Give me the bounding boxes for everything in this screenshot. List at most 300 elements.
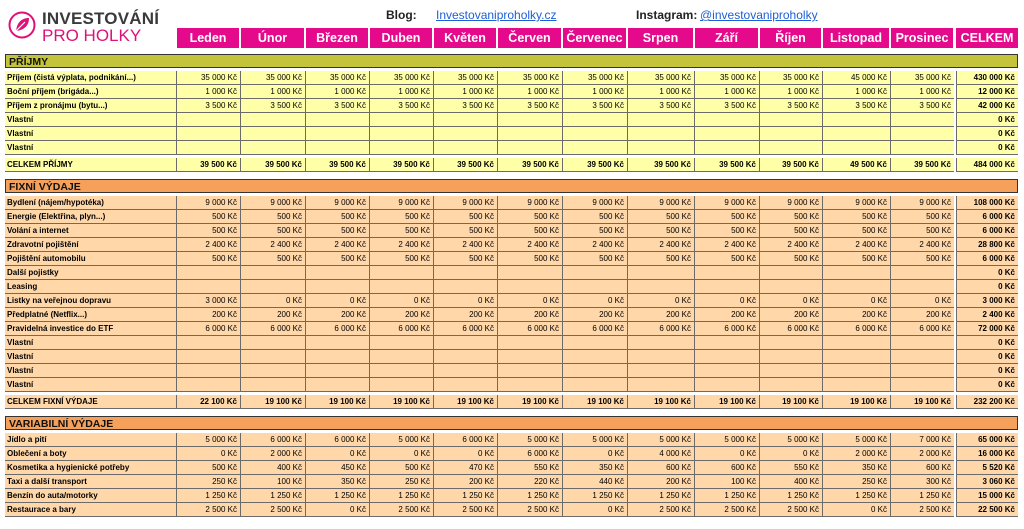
value-cell[interactable]: 6 000 Kč [433, 322, 497, 336]
value-cell[interactable]: 200 Kč [627, 308, 694, 322]
value-cell[interactable]: 500 Kč [176, 252, 240, 266]
value-cell[interactable]: 0 Kč [562, 503, 627, 517]
value-cell[interactable]: 500 Kč [759, 210, 822, 224]
value-cell[interactable] [694, 113, 759, 127]
value-cell[interactable]: 2 400 Kč [433, 238, 497, 252]
value-cell[interactable]: 500 Kč [176, 224, 240, 238]
value-cell[interactable]: 3 000 Kč [176, 294, 240, 308]
value-cell[interactable]: 2 400 Kč [305, 238, 369, 252]
value-cell[interactable] [305, 141, 369, 155]
value-cell[interactable] [497, 113, 562, 127]
value-cell[interactable] [890, 266, 954, 280]
value-cell[interactable]: 6 000 Kč [759, 322, 822, 336]
value-cell[interactable] [240, 266, 305, 280]
value-cell[interactable] [433, 141, 497, 155]
value-cell[interactable] [369, 266, 433, 280]
value-cell[interactable] [305, 280, 369, 294]
value-cell[interactable]: 200 Kč [176, 308, 240, 322]
value-cell[interactable]: 600 Kč [694, 461, 759, 475]
value-cell[interactable] [822, 127, 890, 141]
value-cell[interactable]: 5 000 Kč [759, 433, 822, 447]
value-cell[interactable]: 1 000 Kč [694, 85, 759, 99]
value-cell[interactable]: 2 400 Kč [497, 238, 562, 252]
value-cell[interactable]: 500 Kč [497, 224, 562, 238]
value-cell[interactable]: 200 Kč [433, 475, 497, 489]
value-cell[interactable] [627, 378, 694, 392]
value-cell[interactable]: 500 Kč [890, 252, 954, 266]
value-cell[interactable]: 0 Kč [562, 447, 627, 461]
value-cell[interactable]: 200 Kč [240, 308, 305, 322]
value-cell[interactable] [890, 113, 954, 127]
value-cell[interactable]: 500 Kč [433, 252, 497, 266]
value-cell[interactable]: 500 Kč [240, 210, 305, 224]
value-cell[interactable]: 35 000 Kč [759, 71, 822, 85]
value-cell[interactable]: 1 250 Kč [562, 489, 627, 503]
value-cell[interactable] [176, 378, 240, 392]
value-cell[interactable]: 35 000 Kč [562, 71, 627, 85]
value-cell[interactable] [305, 266, 369, 280]
value-cell[interactable]: 250 Kč [369, 475, 433, 489]
value-cell[interactable]: 9 000 Kč [433, 196, 497, 210]
value-cell[interactable]: 100 Kč [240, 475, 305, 489]
value-cell[interactable]: 5 000 Kč [176, 433, 240, 447]
value-cell[interactable]: 500 Kč [176, 461, 240, 475]
value-cell[interactable]: 0 Kč [759, 447, 822, 461]
value-cell[interactable]: 35 000 Kč [369, 71, 433, 85]
value-cell[interactable]: 550 Kč [497, 461, 562, 475]
value-cell[interactable]: 200 Kč [562, 308, 627, 322]
value-cell[interactable] [369, 350, 433, 364]
value-cell[interactable]: 1 000 Kč [176, 85, 240, 99]
value-cell[interactable]: 500 Kč [176, 210, 240, 224]
value-cell[interactable]: 5 000 Kč [822, 433, 890, 447]
value-cell[interactable] [759, 113, 822, 127]
value-cell[interactable]: 2 500 Kč [369, 503, 433, 517]
value-cell[interactable] [305, 127, 369, 141]
value-cell[interactable]: 200 Kč [759, 308, 822, 322]
value-cell[interactable] [822, 364, 890, 378]
value-cell[interactable] [694, 350, 759, 364]
value-cell[interactable]: 2 400 Kč [627, 238, 694, 252]
value-cell[interactable]: 35 000 Kč [305, 71, 369, 85]
value-cell[interactable]: 45 000 Kč [822, 71, 890, 85]
value-cell[interactable]: 600 Kč [890, 461, 954, 475]
value-cell[interactable]: 1 250 Kč [497, 489, 562, 503]
value-cell[interactable]: 1 000 Kč [305, 85, 369, 99]
value-cell[interactable]: 3 500 Kč [562, 99, 627, 113]
value-cell[interactable]: 400 Kč [759, 475, 822, 489]
value-cell[interactable]: 5 000 Kč [562, 433, 627, 447]
value-cell[interactable] [822, 350, 890, 364]
value-cell[interactable]: 6 000 Kč [562, 322, 627, 336]
blog-link[interactable]: Investovaniproholky.cz [436, 8, 557, 22]
value-cell[interactable]: 3 500 Kč [240, 99, 305, 113]
value-cell[interactable]: 1 250 Kč [759, 489, 822, 503]
value-cell[interactable]: 3 500 Kč [433, 99, 497, 113]
value-cell[interactable] [627, 127, 694, 141]
value-cell[interactable] [433, 378, 497, 392]
value-cell[interactable] [240, 364, 305, 378]
value-cell[interactable]: 3 500 Kč [176, 99, 240, 113]
value-cell[interactable]: 6 000 Kč [627, 322, 694, 336]
value-cell[interactable] [562, 113, 627, 127]
value-cell[interactable]: 2 500 Kč [240, 503, 305, 517]
value-cell[interactable] [369, 364, 433, 378]
value-cell[interactable]: 2 500 Kč [759, 503, 822, 517]
value-cell[interactable]: 9 000 Kč [369, 196, 433, 210]
value-cell[interactable] [176, 350, 240, 364]
value-cell[interactable]: 440 Kč [562, 475, 627, 489]
value-cell[interactable]: 500 Kč [890, 224, 954, 238]
value-cell[interactable] [497, 350, 562, 364]
value-cell[interactable]: 0 Kč [433, 447, 497, 461]
value-cell[interactable] [562, 336, 627, 350]
value-cell[interactable]: 2 500 Kč [694, 503, 759, 517]
value-cell[interactable]: 500 Kč [240, 252, 305, 266]
value-cell[interactable] [305, 113, 369, 127]
value-cell[interactable]: 1 000 Kč [240, 85, 305, 99]
value-cell[interactable]: 5 000 Kč [369, 433, 433, 447]
value-cell[interactable]: 2 000 Kč [240, 447, 305, 461]
value-cell[interactable]: 200 Kč [627, 475, 694, 489]
value-cell[interactable] [433, 336, 497, 350]
value-cell[interactable] [176, 141, 240, 155]
value-cell[interactable] [497, 141, 562, 155]
value-cell[interactable]: 1 250 Kč [305, 489, 369, 503]
value-cell[interactable]: 1 000 Kč [890, 85, 954, 99]
value-cell[interactable]: 1 250 Kč [369, 489, 433, 503]
value-cell[interactable]: 6 000 Kč [240, 433, 305, 447]
value-cell[interactable]: 250 Kč [822, 475, 890, 489]
value-cell[interactable]: 35 000 Kč [627, 71, 694, 85]
value-cell[interactable]: 500 Kč [627, 210, 694, 224]
value-cell[interactable] [627, 141, 694, 155]
value-cell[interactable]: 500 Kč [694, 210, 759, 224]
value-cell[interactable]: 5 000 Kč [497, 433, 562, 447]
value-cell[interactable] [627, 350, 694, 364]
value-cell[interactable]: 35 000 Kč [240, 71, 305, 85]
value-cell[interactable] [822, 266, 890, 280]
value-cell[interactable] [240, 336, 305, 350]
value-cell[interactable]: 500 Kč [562, 224, 627, 238]
value-cell[interactable]: 2 400 Kč [890, 238, 954, 252]
value-cell[interactable]: 35 000 Kč [433, 71, 497, 85]
value-cell[interactable]: 0 Kč [369, 447, 433, 461]
value-cell[interactable] [497, 378, 562, 392]
value-cell[interactable]: 2 000 Kč [890, 447, 954, 461]
value-cell[interactable] [176, 336, 240, 350]
value-cell[interactable]: 3 500 Kč [369, 99, 433, 113]
value-cell[interactable]: 0 Kč [822, 503, 890, 517]
value-cell[interactable]: 1 250 Kč [694, 489, 759, 503]
value-cell[interactable] [369, 127, 433, 141]
value-cell[interactable]: 6 000 Kč [240, 322, 305, 336]
value-cell[interactable]: 1 000 Kč [562, 85, 627, 99]
value-cell[interactable]: 9 000 Kč [305, 196, 369, 210]
value-cell[interactable] [369, 378, 433, 392]
value-cell[interactable]: 600 Kč [627, 461, 694, 475]
value-cell[interactable] [694, 280, 759, 294]
value-cell[interactable] [822, 280, 890, 294]
value-cell[interactable]: 2 500 Kč [497, 503, 562, 517]
value-cell[interactable]: 9 000 Kč [562, 196, 627, 210]
value-cell[interactable]: 300 Kč [890, 475, 954, 489]
value-cell[interactable]: 6 000 Kč [433, 433, 497, 447]
value-cell[interactable]: 0 Kč [694, 294, 759, 308]
value-cell[interactable]: 9 000 Kč [176, 196, 240, 210]
value-cell[interactable]: 0 Kč [627, 294, 694, 308]
value-cell[interactable]: 200 Kč [890, 308, 954, 322]
value-cell[interactable]: 3 500 Kč [305, 99, 369, 113]
value-cell[interactable]: 35 000 Kč [497, 71, 562, 85]
value-cell[interactable] [627, 336, 694, 350]
value-cell[interactable]: 2 400 Kč [369, 238, 433, 252]
value-cell[interactable]: 500 Kč [240, 224, 305, 238]
value-cell[interactable]: 2 400 Kč [240, 238, 305, 252]
value-cell[interactable]: 35 000 Kč [694, 71, 759, 85]
value-cell[interactable] [759, 378, 822, 392]
value-cell[interactable] [433, 280, 497, 294]
value-cell[interactable]: 500 Kč [562, 252, 627, 266]
value-cell[interactable]: 500 Kč [627, 224, 694, 238]
value-cell[interactable]: 2 400 Kč [759, 238, 822, 252]
value-cell[interactable]: 500 Kč [305, 224, 369, 238]
value-cell[interactable]: 500 Kč [305, 210, 369, 224]
value-cell[interactable] [694, 141, 759, 155]
value-cell[interactable] [759, 127, 822, 141]
value-cell[interactable]: 1 250 Kč [240, 489, 305, 503]
value-cell[interactable] [694, 266, 759, 280]
value-cell[interactable]: 1 000 Kč [627, 85, 694, 99]
value-cell[interactable]: 1 000 Kč [497, 85, 562, 99]
value-cell[interactable] [176, 113, 240, 127]
value-cell[interactable] [562, 378, 627, 392]
value-cell[interactable] [240, 127, 305, 141]
value-cell[interactable]: 350 Kč [562, 461, 627, 475]
value-cell[interactable]: 500 Kč [433, 224, 497, 238]
value-cell[interactable]: 500 Kč [369, 210, 433, 224]
value-cell[interactable]: 250 Kč [176, 475, 240, 489]
value-cell[interactable] [176, 127, 240, 141]
value-cell[interactable] [759, 141, 822, 155]
value-cell[interactable]: 500 Kč [694, 252, 759, 266]
value-cell[interactable] [369, 113, 433, 127]
value-cell[interactable]: 5 000 Kč [627, 433, 694, 447]
value-cell[interactable]: 0 Kč [305, 294, 369, 308]
value-cell[interactable]: 6 000 Kč [369, 322, 433, 336]
value-cell[interactable] [890, 378, 954, 392]
value-cell[interactable]: 6 000 Kč [822, 322, 890, 336]
value-cell[interactable]: 2 400 Kč [822, 238, 890, 252]
value-cell[interactable]: 7 000 Kč [890, 433, 954, 447]
value-cell[interactable] [433, 350, 497, 364]
value-cell[interactable] [240, 350, 305, 364]
value-cell[interactable]: 470 Kč [433, 461, 497, 475]
value-cell[interactable] [176, 266, 240, 280]
value-cell[interactable]: 220 Kč [497, 475, 562, 489]
value-cell[interactable]: 9 000 Kč [497, 196, 562, 210]
value-cell[interactable] [890, 280, 954, 294]
value-cell[interactable]: 0 Kč [176, 447, 240, 461]
value-cell[interactable]: 2 400 Kč [562, 238, 627, 252]
value-cell[interactable]: 1 250 Kč [822, 489, 890, 503]
value-cell[interactable]: 500 Kč [822, 252, 890, 266]
value-cell[interactable]: 1 000 Kč [759, 85, 822, 99]
value-cell[interactable]: 9 000 Kč [759, 196, 822, 210]
value-cell[interactable]: 500 Kč [562, 210, 627, 224]
value-cell[interactable]: 1 250 Kč [627, 489, 694, 503]
value-cell[interactable]: 6 000 Kč [890, 322, 954, 336]
value-cell[interactable] [497, 364, 562, 378]
value-cell[interactable]: 0 Kč [433, 294, 497, 308]
value-cell[interactable] [759, 364, 822, 378]
value-cell[interactable] [305, 378, 369, 392]
value-cell[interactable]: 0 Kč [369, 294, 433, 308]
value-cell[interactable]: 2 400 Kč [176, 238, 240, 252]
value-cell[interactable]: 500 Kč [759, 252, 822, 266]
value-cell[interactable]: 500 Kč [433, 210, 497, 224]
value-cell[interactable]: 400 Kč [240, 461, 305, 475]
value-cell[interactable]: 0 Kč [822, 294, 890, 308]
value-cell[interactable] [240, 113, 305, 127]
value-cell[interactable]: 2 000 Kč [822, 447, 890, 461]
value-cell[interactable]: 0 Kč [890, 294, 954, 308]
value-cell[interactable] [562, 127, 627, 141]
value-cell[interactable] [890, 364, 954, 378]
value-cell[interactable] [694, 364, 759, 378]
value-cell[interactable] [176, 364, 240, 378]
value-cell[interactable]: 2 500 Kč [433, 503, 497, 517]
value-cell[interactable] [433, 127, 497, 141]
value-cell[interactable] [305, 336, 369, 350]
value-cell[interactable] [759, 336, 822, 350]
value-cell[interactable] [822, 336, 890, 350]
value-cell[interactable]: 100 Kč [694, 475, 759, 489]
value-cell[interactable]: 6 000 Kč [305, 322, 369, 336]
value-cell[interactable]: 0 Kč [694, 447, 759, 461]
value-cell[interactable]: 1 000 Kč [433, 85, 497, 99]
value-cell[interactable]: 3 500 Kč [627, 99, 694, 113]
value-cell[interactable] [890, 141, 954, 155]
value-cell[interactable] [433, 364, 497, 378]
value-cell[interactable] [176, 280, 240, 294]
value-cell[interactable]: 6 000 Kč [497, 322, 562, 336]
value-cell[interactable]: 9 000 Kč [240, 196, 305, 210]
value-cell[interactable]: 500 Kč [369, 224, 433, 238]
value-cell[interactable] [890, 336, 954, 350]
value-cell[interactable] [562, 266, 627, 280]
value-cell[interactable]: 9 000 Kč [694, 196, 759, 210]
value-cell[interactable] [369, 141, 433, 155]
value-cell[interactable] [694, 127, 759, 141]
value-cell[interactable]: 350 Kč [822, 461, 890, 475]
value-cell[interactable] [369, 280, 433, 294]
value-cell[interactable]: 0 Kč [759, 294, 822, 308]
value-cell[interactable] [890, 350, 954, 364]
value-cell[interactable]: 500 Kč [759, 224, 822, 238]
value-cell[interactable]: 200 Kč [497, 308, 562, 322]
value-cell[interactable] [627, 266, 694, 280]
value-cell[interactable]: 2 500 Kč [890, 503, 954, 517]
value-cell[interactable] [497, 280, 562, 294]
value-cell[interactable] [497, 336, 562, 350]
value-cell[interactable]: 1 000 Kč [822, 85, 890, 99]
value-cell[interactable] [822, 378, 890, 392]
value-cell[interactable] [627, 113, 694, 127]
value-cell[interactable]: 500 Kč [497, 252, 562, 266]
value-cell[interactable]: 450 Kč [305, 461, 369, 475]
value-cell[interactable]: 3 500 Kč [759, 99, 822, 113]
value-cell[interactable]: 500 Kč [369, 252, 433, 266]
value-cell[interactable]: 2 500 Kč [176, 503, 240, 517]
value-cell[interactable] [890, 127, 954, 141]
value-cell[interactable]: 4 000 Kč [627, 447, 694, 461]
value-cell[interactable] [822, 141, 890, 155]
value-cell[interactable]: 6 000 Kč [694, 322, 759, 336]
instagram-link[interactable]: @investovaniproholky [700, 8, 818, 22]
value-cell[interactable]: 200 Kč [822, 308, 890, 322]
value-cell[interactable]: 0 Kč [562, 294, 627, 308]
value-cell[interactable]: 2 500 Kč [627, 503, 694, 517]
value-cell[interactable] [240, 378, 305, 392]
value-cell[interactable] [562, 364, 627, 378]
value-cell[interactable] [759, 280, 822, 294]
value-cell[interactable] [433, 113, 497, 127]
value-cell[interactable]: 500 Kč [627, 252, 694, 266]
value-cell[interactable] [694, 336, 759, 350]
value-cell[interactable]: 350 Kč [305, 475, 369, 489]
value-cell[interactable]: 3 500 Kč [694, 99, 759, 113]
value-cell[interactable] [433, 266, 497, 280]
value-cell[interactable]: 0 Kč [240, 294, 305, 308]
value-cell[interactable]: 1 000 Kč [369, 85, 433, 99]
brand-logo[interactable] [6, 6, 174, 45]
value-cell[interactable]: 500 Kč [369, 461, 433, 475]
value-cell[interactable] [497, 127, 562, 141]
value-cell[interactable]: 500 Kč [822, 210, 890, 224]
value-cell[interactable]: 550 Kč [759, 461, 822, 475]
value-cell[interactable]: 6 000 Kč [305, 433, 369, 447]
value-cell[interactable]: 35 000 Kč [890, 71, 954, 85]
value-cell[interactable] [759, 266, 822, 280]
value-cell[interactable]: 3 500 Kč [822, 99, 890, 113]
value-cell[interactable]: 1 250 Kč [176, 489, 240, 503]
value-cell[interactable]: 6 000 Kč [176, 322, 240, 336]
value-cell[interactable]: 2 400 Kč [694, 238, 759, 252]
value-cell[interactable]: 200 Kč [305, 308, 369, 322]
value-cell[interactable]: 500 Kč [822, 224, 890, 238]
value-cell[interactable] [305, 350, 369, 364]
value-cell[interactable]: 500 Kč [890, 210, 954, 224]
value-cell[interactable]: 9 000 Kč [627, 196, 694, 210]
value-cell[interactable] [627, 280, 694, 294]
value-cell[interactable]: 200 Kč [433, 308, 497, 322]
value-cell[interactable] [694, 378, 759, 392]
value-cell[interactable]: 9 000 Kč [822, 196, 890, 210]
value-cell[interactable] [562, 141, 627, 155]
value-cell[interactable] [822, 113, 890, 127]
value-cell[interactable] [562, 280, 627, 294]
value-cell[interactable] [627, 364, 694, 378]
value-cell[interactable] [240, 141, 305, 155]
value-cell[interactable]: 500 Kč [497, 210, 562, 224]
value-cell[interactable]: 1 250 Kč [433, 489, 497, 503]
value-cell[interactable]: 9 000 Kč [890, 196, 954, 210]
value-cell[interactable]: 0 Kč [497, 294, 562, 308]
value-cell[interactable]: 200 Kč [694, 308, 759, 322]
value-cell[interactable]: 0 Kč [305, 503, 369, 517]
value-cell[interactable] [240, 280, 305, 294]
